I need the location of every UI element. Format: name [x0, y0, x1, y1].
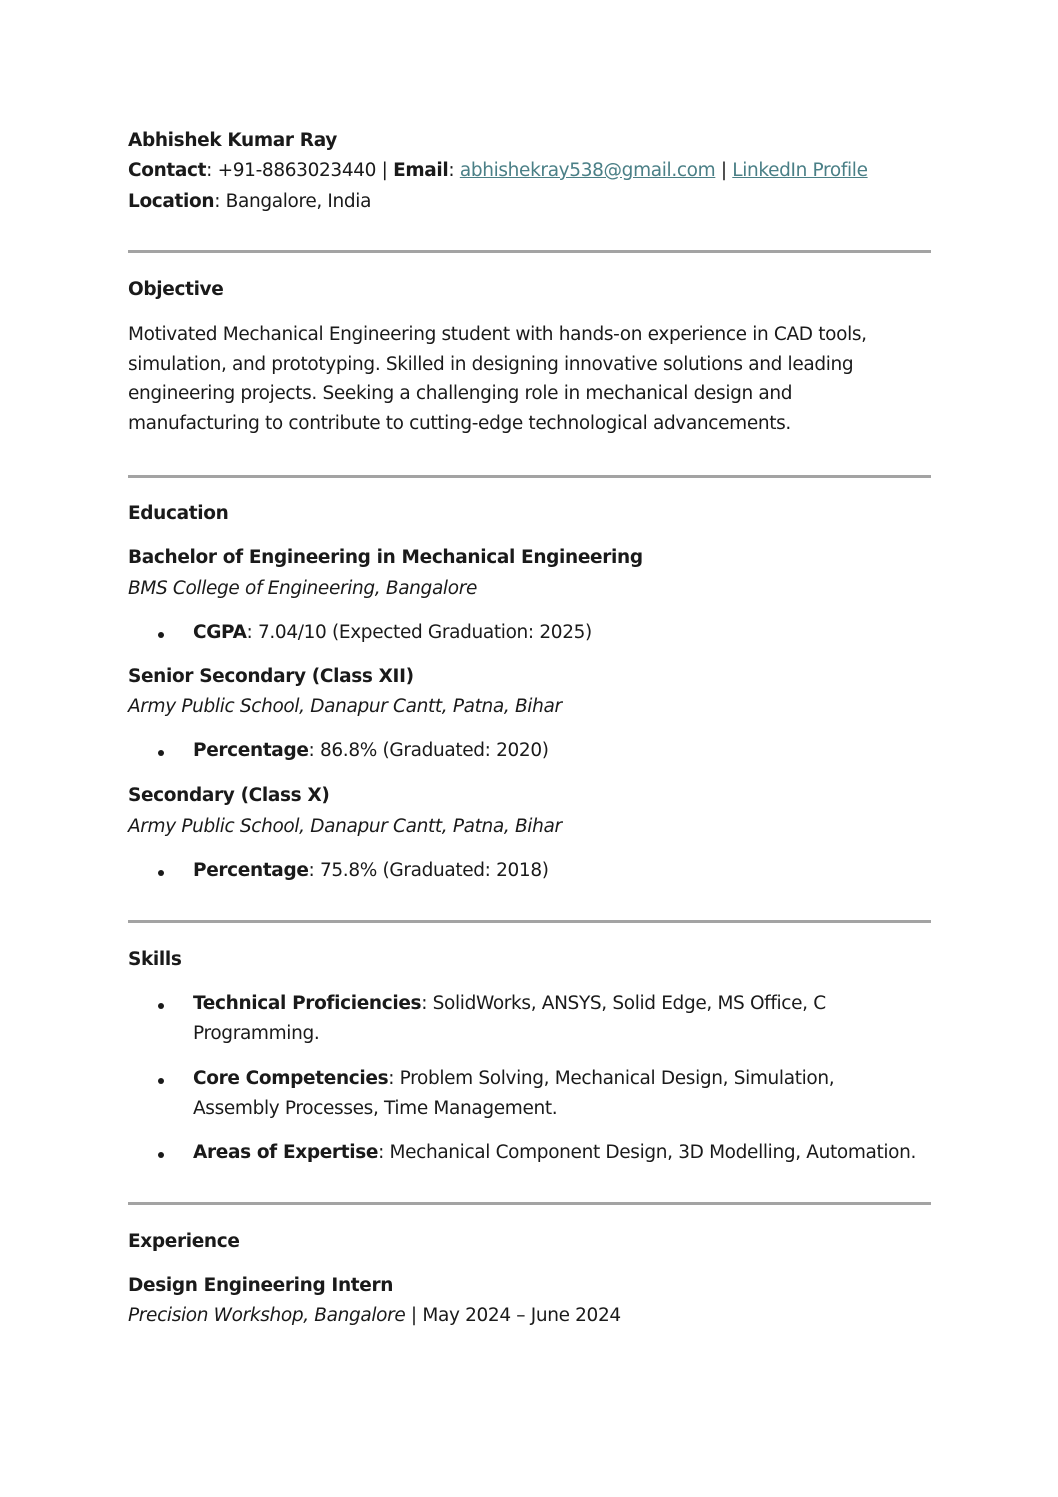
objective-line: engineering projects. Seeking a challenging role in mechanical design and: [128, 383, 793, 404]
skill-label: Core Competencies: [193, 1068, 389, 1089]
metric-label: CGPA: [193, 622, 247, 643]
skill-item: [193, 1138, 916, 1168]
bullet-point: [158, 750, 164, 756]
section-divider: [128, 1202, 931, 1205]
candidate-name: Abhishek Kumar Ray: [128, 130, 337, 151]
section-divider: [128, 475, 931, 478]
school-name: BMS College of Engineering, Bangalore: [128, 578, 477, 599]
contact-colon: :: [206, 160, 218, 181]
section-divider: [128, 250, 931, 253]
section-divider: [128, 920, 931, 923]
skill-text-continued: Programming.: [193, 1023, 320, 1044]
contact-label: Contact: [128, 160, 207, 181]
location-colon: :: [214, 191, 226, 212]
education-metric: [193, 618, 592, 648]
phone-number: +91-8863023440: [217, 160, 377, 181]
skill-label: Areas of Expertise: [193, 1142, 379, 1163]
job-details: [128, 1301, 621, 1331]
metric-label: Percentage: [193, 860, 309, 881]
email-link[interactable]: abhishekray538@gmail.com: [459, 160, 716, 181]
degree-title: Senior Secondary (Class XII): [128, 666, 414, 687]
contact-line: [128, 156, 868, 186]
skill-item: [193, 989, 826, 1019]
company-name: Precision Workshop, Bangalore: [128, 1305, 406, 1326]
school-name: Army Public School, Danapur Cantt, Patna, Bihar: [128, 696, 562, 717]
objective-line: manufacturing to contribute to cutting-edge technological advancements.: [128, 413, 791, 434]
experience-heading: Experience: [128, 1231, 240, 1252]
degree-title: Bachelor of Engineering in Mechanical Engineering: [128, 547, 643, 568]
education-metric: [193, 856, 549, 886]
degree-title: Secondary (Class X): [128, 785, 330, 806]
location-value: Bangalore, India: [225, 191, 372, 212]
skill-label: Technical Proficiencies: [193, 993, 422, 1014]
metric-value: : 75.8% (Graduated: 2018): [308, 860, 549, 881]
location-label: Location: [128, 191, 215, 212]
job-title: Design Engineering Intern: [128, 1275, 394, 1296]
skill-item: [193, 1064, 834, 1094]
school-name: Army Public School, Danapur Cantt, Patna, Bihar: [128, 816, 562, 837]
bullet-point: [158, 870, 164, 876]
separator: |: [715, 160, 733, 181]
email-label: Email: [393, 160, 449, 181]
email-colon: :: [448, 160, 460, 181]
metric-value: : 7.04/10 (Expected Graduation: 2025): [246, 622, 592, 643]
skill-text: : SolidWorks, ANSYS, Solid Edge, MS Office, C: [421, 993, 826, 1014]
skill-text: : Mechanical Component Design, 3D Modelling, Automation.: [378, 1142, 917, 1163]
job-dates: | May 2024 – June 2024: [405, 1305, 621, 1326]
metric-label: Percentage: [193, 740, 309, 761]
objective-heading: Objective: [128, 279, 224, 300]
linkedin-link[interactable]: LinkedIn Profile: [732, 160, 868, 181]
education-metric: [193, 736, 549, 766]
skills-heading: Skills: [128, 949, 182, 970]
metric-value: : 86.8% (Graduated: 2020): [308, 740, 549, 761]
objective-line: Motivated Mechanical Engineering student with hands-on experience in CAD tools,: [128, 324, 867, 345]
education-heading: Education: [128, 503, 229, 524]
objective-line: simulation, and prototyping. Skilled in designing innovative solutions and leading: [128, 354, 854, 375]
bullet-point: [158, 1152, 164, 1158]
skill-text-continued: Assembly Processes, Time Management.: [193, 1098, 558, 1119]
skill-text: : Problem Solving, Mechanical Design, Simulation,: [388, 1068, 835, 1089]
bullet-point: [158, 1078, 164, 1084]
bullet-point: [158, 632, 164, 638]
bullet-point: [158, 1003, 164, 1009]
separator: |: [376, 160, 394, 181]
location-line: [128, 187, 371, 217]
